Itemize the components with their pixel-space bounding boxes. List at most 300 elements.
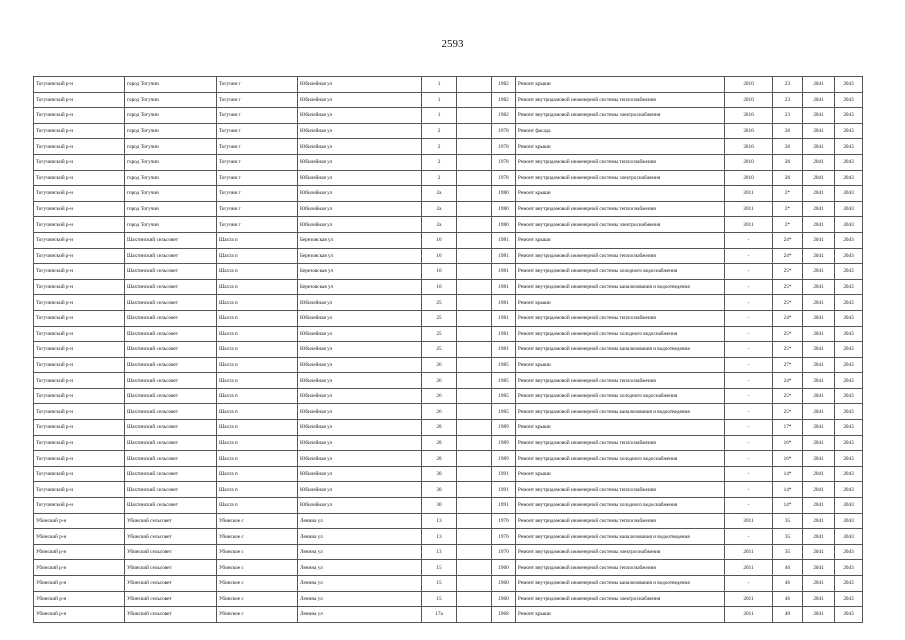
building-cell bbox=[457, 139, 492, 155]
building-cell bbox=[457, 357, 492, 373]
street-cell: Юбилейная ул bbox=[298, 326, 422, 342]
work-type-cell: Ремонт внутридомовой инженерной системы холодного водоснабжения bbox=[516, 264, 725, 280]
last-repair-year-cell: - bbox=[725, 326, 773, 342]
building-cell bbox=[457, 279, 492, 295]
street-cell: Ленина ул bbox=[298, 560, 422, 576]
plan-end-cell: 2043 bbox=[835, 560, 863, 576]
plan-start-cell: 2041 bbox=[803, 560, 835, 576]
wear-cell: 16* bbox=[773, 435, 803, 451]
table-row bbox=[34, 123, 863, 139]
work-type-cell: Ремонт крыши bbox=[516, 77, 725, 93]
work-type-cell: Ремонт внутридомовой инженерной системы электроснабжения bbox=[516, 544, 725, 560]
wear-cell: 25* bbox=[773, 279, 803, 295]
work-type-cell: Ремонт крыши bbox=[516, 357, 725, 373]
last-repair-year-cell: 2010 bbox=[725, 154, 773, 170]
wear-cell: 2* bbox=[773, 186, 803, 202]
table-row bbox=[34, 357, 863, 373]
house-number-cell: 2 bbox=[422, 139, 457, 155]
work-type-cell: Ремонт внутридомовой инженерной системы холодного водоснабжения bbox=[516, 388, 725, 404]
wear-cell: 25* bbox=[773, 326, 803, 342]
table-row bbox=[34, 326, 863, 342]
municipality-cell: Убинский сельсовет bbox=[125, 513, 217, 529]
house-number-cell: 25 bbox=[422, 310, 457, 326]
settlement-cell: Шахта п bbox=[217, 295, 298, 311]
street-cell: Ленина ул bbox=[298, 576, 422, 592]
settlement-cell: Убинское с bbox=[217, 591, 298, 607]
district-cell: Тогучинский р-н bbox=[34, 451, 125, 467]
building-cell bbox=[457, 607, 492, 623]
plan-start-cell: 2041 bbox=[803, 529, 835, 545]
work-type-cell: Ремонт внутридомовой инженерной системы теплоснабжения bbox=[516, 435, 725, 451]
table-row bbox=[34, 435, 863, 451]
work-type-cell: Ремонт внутридомовой инженерной системы теплоснабжения bbox=[516, 560, 725, 576]
district-cell: Тогучинский р-н bbox=[34, 310, 125, 326]
municipality-cell: Шахтинский сельсовет bbox=[125, 373, 217, 389]
municipality-cell: город Тогучин bbox=[125, 186, 217, 202]
house-number-cell: 30 bbox=[422, 466, 457, 482]
building-cell bbox=[457, 295, 492, 311]
district-cell: Тогучинский р-н bbox=[34, 466, 125, 482]
work-type-cell: Ремонт крыши bbox=[516, 295, 725, 311]
settlement-cell: Шахта п bbox=[217, 482, 298, 498]
plan-start-cell: 2041 bbox=[803, 108, 835, 124]
plan-end-cell: 2043 bbox=[835, 529, 863, 545]
municipality-cell: Убинский сельсовет bbox=[125, 576, 217, 592]
plan-start-cell: 2041 bbox=[803, 342, 835, 358]
last-repair-year-cell: 2011 bbox=[725, 560, 773, 576]
street-cell: Юбилейная ул bbox=[298, 466, 422, 482]
street-cell: Юбилейная ул bbox=[298, 77, 422, 93]
building-cell bbox=[457, 560, 492, 576]
year-built-cell: 1960 bbox=[492, 591, 516, 607]
table-row bbox=[34, 92, 863, 108]
settlement-cell: Шахта п bbox=[217, 310, 298, 326]
work-type-cell: Ремонт крыши bbox=[516, 466, 725, 482]
year-built-cell: 1981 bbox=[492, 326, 516, 342]
plan-end-cell: 2043 bbox=[835, 248, 863, 264]
table-row bbox=[34, 310, 863, 326]
building-cell bbox=[457, 404, 492, 420]
year-built-cell: 1991 bbox=[492, 466, 516, 482]
settlement-cell: Шахта п bbox=[217, 466, 298, 482]
wear-cell: 24* bbox=[773, 248, 803, 264]
plan-end-cell: 2043 bbox=[835, 108, 863, 124]
district-cell: Тогучинский р-н bbox=[34, 92, 125, 108]
work-type-cell: Ремонт внутридомовой инженерной системы электроснабжения bbox=[516, 108, 725, 124]
work-type-cell: Ремонт фасада bbox=[516, 123, 725, 139]
municipality-cell: Убинский сельсовет bbox=[125, 544, 217, 560]
year-built-cell: 1989 bbox=[492, 420, 516, 436]
work-type-cell: Ремонт крыши bbox=[516, 139, 725, 155]
house-number-cell: 26 bbox=[422, 404, 457, 420]
building-cell bbox=[457, 373, 492, 389]
plan-start-cell: 2041 bbox=[803, 576, 835, 592]
work-type-cell: Ремонт крыши bbox=[516, 232, 725, 248]
street-cell: Березовская ул bbox=[298, 279, 422, 295]
table-row bbox=[34, 186, 863, 202]
year-built-cell: 1981 bbox=[492, 248, 516, 264]
table-row bbox=[34, 248, 863, 264]
last-repair-year-cell: 2011 bbox=[725, 201, 773, 217]
plan-end-cell: 2043 bbox=[835, 295, 863, 311]
plan-start-cell: 2041 bbox=[803, 435, 835, 451]
settlement-cell: Тогучин г bbox=[217, 186, 298, 202]
plan-start-cell: 2041 bbox=[803, 357, 835, 373]
year-built-cell: 1991 bbox=[492, 498, 516, 514]
year-built-cell: 1980 bbox=[492, 217, 516, 233]
table-row bbox=[34, 544, 863, 560]
house-number-cell: 1 bbox=[422, 77, 457, 93]
settlement-cell: Шахта п bbox=[217, 357, 298, 373]
plan-start-cell: 2041 bbox=[803, 170, 835, 186]
plan-end-cell: 2043 bbox=[835, 217, 863, 233]
settlement-cell: Убинское с bbox=[217, 529, 298, 545]
settlement-cell: Шахта п bbox=[217, 342, 298, 358]
plan-end-cell: 2043 bbox=[835, 170, 863, 186]
district-cell: Тогучинский р-н bbox=[34, 279, 125, 295]
work-type-cell: Ремонт внутридомовой инженерной системы теплоснабжения bbox=[516, 482, 725, 498]
building-cell bbox=[457, 482, 492, 498]
table-row bbox=[34, 529, 863, 545]
house-number-cell: 25 bbox=[422, 326, 457, 342]
building-cell bbox=[457, 217, 492, 233]
year-built-cell: 1981 bbox=[492, 295, 516, 311]
year-built-cell: 1981 bbox=[492, 310, 516, 326]
settlement-cell: Убинское с bbox=[217, 544, 298, 560]
district-cell: Тогучинский р-н bbox=[34, 373, 125, 389]
wear-cell: 40 bbox=[773, 607, 803, 623]
settlement-cell: Шахта п bbox=[217, 451, 298, 467]
year-built-cell: 1981 bbox=[492, 232, 516, 248]
last-repair-year-cell: 2011 bbox=[725, 607, 773, 623]
district-cell: Тогучинский р-н bbox=[34, 498, 125, 514]
settlement-cell: Шахта п bbox=[217, 404, 298, 420]
table-row bbox=[34, 591, 863, 607]
street-cell: Юбилейная ул bbox=[298, 451, 422, 467]
plan-start-cell: 2041 bbox=[803, 248, 835, 264]
settlement-cell: Тогучин г bbox=[217, 123, 298, 139]
last-repair-year-cell: - bbox=[725, 529, 773, 545]
year-built-cell: 1981 bbox=[492, 342, 516, 358]
district-cell: Тогучинский р-н bbox=[34, 264, 125, 280]
building-cell bbox=[457, 466, 492, 482]
settlement-cell: Тогучин г bbox=[217, 108, 298, 124]
year-built-cell: 1960 bbox=[492, 576, 516, 592]
wear-cell: 24* bbox=[773, 373, 803, 389]
house-number-cell: 28 bbox=[422, 451, 457, 467]
table-row bbox=[34, 420, 863, 436]
wear-cell: 26 bbox=[773, 170, 803, 186]
plan-start-cell: 2041 bbox=[803, 544, 835, 560]
plan-end-cell: 2043 bbox=[835, 513, 863, 529]
table-body bbox=[34, 77, 863, 623]
wear-cell: 16* bbox=[773, 451, 803, 467]
municipality-cell: город Тогучин bbox=[125, 77, 217, 93]
table-row bbox=[34, 170, 863, 186]
year-built-cell: 1970 bbox=[492, 529, 516, 545]
wear-cell: 23 bbox=[773, 92, 803, 108]
wear-cell: 35 bbox=[773, 544, 803, 560]
street-cell: Юбилейная ул bbox=[298, 373, 422, 389]
work-type-cell: Ремонт внутридомовой инженерной системы электроснабжения bbox=[516, 591, 725, 607]
repair-registry-table bbox=[33, 76, 863, 623]
building-cell bbox=[457, 154, 492, 170]
year-built-cell: 1982 bbox=[492, 77, 516, 93]
last-repair-year-cell: - bbox=[725, 342, 773, 358]
wear-cell: 26 bbox=[773, 123, 803, 139]
house-number-cell: 2 bbox=[422, 154, 457, 170]
wear-cell: 46 bbox=[773, 560, 803, 576]
year-built-cell: 1989 bbox=[492, 451, 516, 467]
plan-start-cell: 2041 bbox=[803, 591, 835, 607]
building-cell bbox=[457, 92, 492, 108]
last-repair-year-cell: - bbox=[725, 388, 773, 404]
municipality-cell: Шахтинский сельсовет bbox=[125, 248, 217, 264]
municipality-cell: Шахтинский сельсовет bbox=[125, 232, 217, 248]
work-type-cell: Ремонт внутридомовой инженерной системы холодного водоснабжения bbox=[516, 326, 725, 342]
building-cell bbox=[457, 310, 492, 326]
table-row bbox=[34, 201, 863, 217]
last-repair-year-cell: - bbox=[725, 466, 773, 482]
district-cell: Тогучинский р-н bbox=[34, 170, 125, 186]
work-type-cell: Ремонт крыши bbox=[516, 607, 725, 623]
settlement-cell: Шахта п bbox=[217, 279, 298, 295]
house-number-cell: 10 bbox=[422, 264, 457, 280]
year-built-cell: 1970 bbox=[492, 513, 516, 529]
wear-cell: 24* bbox=[773, 232, 803, 248]
street-cell: Березовская ул bbox=[298, 264, 422, 280]
street-cell: Юбилейная ул bbox=[298, 186, 422, 202]
last-repair-year-cell: 2011 bbox=[725, 591, 773, 607]
house-number-cell: 2а bbox=[422, 201, 457, 217]
house-number-cell: 15 bbox=[422, 591, 457, 607]
street-cell: Юбилейная ул bbox=[298, 201, 422, 217]
street-cell: Юбилейная ул bbox=[298, 310, 422, 326]
street-cell: Юбилейная ул bbox=[298, 482, 422, 498]
house-number-cell: 26 bbox=[422, 373, 457, 389]
settlement-cell: Шахта п bbox=[217, 435, 298, 451]
municipality-cell: Шахтинский сельсовет bbox=[125, 482, 217, 498]
house-number-cell: 30 bbox=[422, 498, 457, 514]
plan-end-cell: 2043 bbox=[835, 357, 863, 373]
year-built-cell: 1968 bbox=[492, 607, 516, 623]
street-cell: Юбилейная ул bbox=[298, 108, 422, 124]
last-repair-year-cell: - bbox=[725, 357, 773, 373]
last-repair-year-cell: - bbox=[725, 248, 773, 264]
last-repair-year-cell: - bbox=[725, 279, 773, 295]
plan-end-cell: 2043 bbox=[835, 498, 863, 514]
municipality-cell: Шахтинский сельсовет bbox=[125, 264, 217, 280]
settlement-cell: Тогучин г bbox=[217, 170, 298, 186]
work-type-cell: Ремонт внутридомовой инженерной системы теплоснабжения bbox=[516, 248, 725, 264]
table-row bbox=[34, 279, 863, 295]
settlement-cell: Убинское с bbox=[217, 576, 298, 592]
municipality-cell: Шахтинский сельсовет bbox=[125, 326, 217, 342]
plan-end-cell: 2043 bbox=[835, 77, 863, 93]
settlement-cell: Шахта п bbox=[217, 248, 298, 264]
house-number-cell: 13 bbox=[422, 513, 457, 529]
district-cell: Тогучинский р-н bbox=[34, 357, 125, 373]
settlement-cell: Тогучин г bbox=[217, 154, 298, 170]
house-number-cell: 10 bbox=[422, 232, 457, 248]
municipality-cell: Шахтинский сельсовет bbox=[125, 466, 217, 482]
municipality-cell: город Тогучин bbox=[125, 123, 217, 139]
plan-end-cell: 2043 bbox=[835, 326, 863, 342]
district-cell: Тогучинский р-н bbox=[34, 232, 125, 248]
wear-cell: 25* bbox=[773, 404, 803, 420]
plan-start-cell: 2041 bbox=[803, 466, 835, 482]
last-repair-year-cell: - bbox=[725, 451, 773, 467]
municipality-cell: Шахтинский сельсовет bbox=[125, 295, 217, 311]
wear-cell: 27* bbox=[773, 357, 803, 373]
settlement-cell: Шахта п bbox=[217, 373, 298, 389]
settlement-cell: Шахта п bbox=[217, 232, 298, 248]
wear-cell: 26 bbox=[773, 139, 803, 155]
plan-start-cell: 2041 bbox=[803, 264, 835, 280]
municipality-cell: Шахтинский сельсовет bbox=[125, 420, 217, 436]
district-cell: Тогучинский р-н bbox=[34, 388, 125, 404]
building-cell bbox=[457, 123, 492, 139]
page-number: 2593 bbox=[441, 38, 464, 50]
municipality-cell: город Тогучин bbox=[125, 170, 217, 186]
table-row bbox=[34, 77, 863, 93]
district-cell: Тогучинский р-н bbox=[34, 154, 125, 170]
settlement-cell: Тогучин г bbox=[217, 92, 298, 108]
plan-start-cell: 2041 bbox=[803, 513, 835, 529]
wear-cell: 35 bbox=[773, 513, 803, 529]
plan-start-cell: 2041 bbox=[803, 326, 835, 342]
house-number-cell: 26 bbox=[422, 357, 457, 373]
building-cell bbox=[457, 591, 492, 607]
district-cell: Тогучинский р-н bbox=[34, 342, 125, 358]
wear-cell: 26 bbox=[773, 154, 803, 170]
municipality-cell: город Тогучин bbox=[125, 92, 217, 108]
last-repair-year-cell: - bbox=[725, 373, 773, 389]
building-cell bbox=[457, 451, 492, 467]
last-repair-year-cell: 2010 bbox=[725, 123, 773, 139]
plan-end-cell: 2043 bbox=[835, 451, 863, 467]
year-built-cell: 1980 bbox=[492, 186, 516, 202]
year-built-cell: 1982 bbox=[492, 108, 516, 124]
table-row bbox=[34, 388, 863, 404]
street-cell: Ленина ул bbox=[298, 591, 422, 607]
table-row bbox=[34, 451, 863, 467]
plan-end-cell: 2043 bbox=[835, 435, 863, 451]
plan-start-cell: 2041 bbox=[803, 388, 835, 404]
work-type-cell: Ремонт внутридомовой инженерной системы канализования и водоотведения bbox=[516, 404, 725, 420]
plan-start-cell: 2041 bbox=[803, 482, 835, 498]
street-cell: Ленина ул bbox=[298, 513, 422, 529]
settlement-cell: Шахта п bbox=[217, 264, 298, 280]
wear-cell: 2* bbox=[773, 217, 803, 233]
plan-end-cell: 2043 bbox=[835, 232, 863, 248]
street-cell: Юбилейная ул bbox=[298, 217, 422, 233]
municipality-cell: Шахтинский сельсовет bbox=[125, 310, 217, 326]
municipality-cell: Шахтинский сельсовет bbox=[125, 388, 217, 404]
year-built-cell: 1978 bbox=[492, 123, 516, 139]
last-repair-year-cell: 2011 bbox=[725, 544, 773, 560]
work-type-cell: Ремонт внутридомовой инженерной системы электроснабжения bbox=[516, 170, 725, 186]
district-cell: Убинский р-н bbox=[34, 529, 125, 545]
street-cell: Юбилейная ул bbox=[298, 170, 422, 186]
year-built-cell: 1991 bbox=[492, 482, 516, 498]
last-repair-year-cell: - bbox=[725, 295, 773, 311]
work-type-cell: Ремонт внутридомовой инженерной системы канализования и водоотведения bbox=[516, 576, 725, 592]
house-number-cell: 10 bbox=[422, 279, 457, 295]
table-row bbox=[34, 466, 863, 482]
plan-end-cell: 2043 bbox=[835, 607, 863, 623]
building-cell bbox=[457, 420, 492, 436]
municipality-cell: город Тогучин bbox=[125, 154, 217, 170]
work-type-cell: Ремонт внутридомовой инженерной системы холодного водоснабжения bbox=[516, 451, 725, 467]
table-row bbox=[34, 232, 863, 248]
last-repair-year-cell: - bbox=[725, 310, 773, 326]
house-number-cell: 25 bbox=[422, 342, 457, 358]
plan-end-cell: 2043 bbox=[835, 482, 863, 498]
building-cell bbox=[457, 529, 492, 545]
district-cell: Убинский р-н bbox=[34, 560, 125, 576]
settlement-cell: Тогучин г bbox=[217, 77, 298, 93]
district-cell: Тогучинский р-н bbox=[34, 295, 125, 311]
year-built-cell: 1985 bbox=[492, 373, 516, 389]
wear-cell: 25* bbox=[773, 342, 803, 358]
table-row bbox=[34, 560, 863, 576]
municipality-cell: Шахтинский сельсовет bbox=[125, 404, 217, 420]
work-type-cell: Ремонт внутридомовой инженерной системы теплоснабжения bbox=[516, 310, 725, 326]
district-cell: Тогучинский р-н bbox=[34, 326, 125, 342]
district-cell: Тогучинский р-н bbox=[34, 139, 125, 155]
last-repair-year-cell: 2011 bbox=[725, 186, 773, 202]
work-type-cell: Ремонт внутридомовой инженерной системы теплоснабжения bbox=[516, 513, 725, 529]
house-number-cell: 10 bbox=[422, 248, 457, 264]
district-cell: Тогучинский р-н bbox=[34, 482, 125, 498]
district-cell: Убинский р-н bbox=[34, 544, 125, 560]
wear-cell: 25* bbox=[773, 295, 803, 311]
work-type-cell: Ремонт внутридомовой инженерной системы теплоснабжения bbox=[516, 154, 725, 170]
building-cell bbox=[457, 201, 492, 217]
district-cell: Убинский р-н bbox=[34, 591, 125, 607]
house-number-cell: 30 bbox=[422, 482, 457, 498]
year-built-cell: 1985 bbox=[492, 388, 516, 404]
table-row bbox=[34, 373, 863, 389]
plan-start-cell: 2041 bbox=[803, 154, 835, 170]
table-row bbox=[34, 217, 863, 233]
last-repair-year-cell: 2010 bbox=[725, 108, 773, 124]
wear-cell: 24* bbox=[773, 310, 803, 326]
district-cell: Тогучинский р-н bbox=[34, 186, 125, 202]
street-cell: Юбилейная ул bbox=[298, 498, 422, 514]
wear-cell: 25* bbox=[773, 264, 803, 280]
year-built-cell: 1970 bbox=[492, 544, 516, 560]
plan-end-cell: 2043 bbox=[835, 154, 863, 170]
year-built-cell: 1978 bbox=[492, 139, 516, 155]
plan-end-cell: 2043 bbox=[835, 544, 863, 560]
street-cell: Юбилейная ул bbox=[298, 420, 422, 436]
building-cell bbox=[457, 170, 492, 186]
plan-end-cell: 2043 bbox=[835, 264, 863, 280]
settlement-cell: Убинское с bbox=[217, 607, 298, 623]
house-number-cell: 25 bbox=[422, 295, 457, 311]
table-row bbox=[34, 295, 863, 311]
plan-start-cell: 2041 bbox=[803, 232, 835, 248]
plan-end-cell: 2043 bbox=[835, 310, 863, 326]
building-cell bbox=[457, 498, 492, 514]
street-cell: Березовская ул bbox=[298, 232, 422, 248]
street-cell: Ленина ул bbox=[298, 607, 422, 623]
last-repair-year-cell: - bbox=[725, 482, 773, 498]
municipality-cell: город Тогучин bbox=[125, 139, 217, 155]
settlement-cell: Убинское с bbox=[217, 513, 298, 529]
